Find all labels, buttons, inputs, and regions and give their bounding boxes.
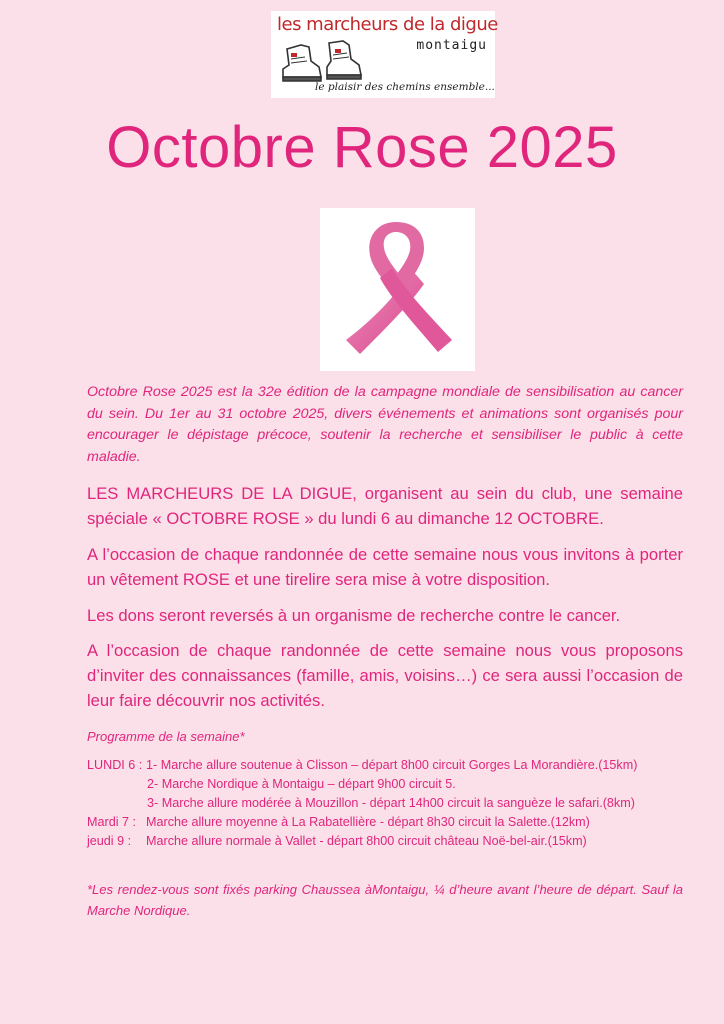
meeting-note: *Les rendez-vous sont fixés parking Chaussea àMontaigu, ¼ d’heure avant l’heure de départ. Sauf la Marche Nordique.	[87, 882, 683, 918]
logo-title: les marcheurs de la digue	[277, 14, 498, 35]
club-week-paragraph: LES MARCHEURS DE LA DIGUE, organisent au sein du club, une semaine spéciale « OCTOBRE ROSE » du lundi 6 au dimanche 12 OCTOBRE.	[87, 484, 683, 528]
page-title: Octobre Rose 2025	[106, 115, 618, 180]
programme-day: Mardi 7 :	[87, 815, 136, 829]
programme-row	[87, 756, 687, 775]
programme-text: 3- Marche allure modérée à Mouzillon - départ 14h00 circuit la sanguèze le safari.(8km)	[147, 796, 635, 810]
hiking-boots-icon	[279, 39, 369, 85]
programme-text: 1- Marche allure soutenue à Clisson – départ 8h00 circuit Gorges La Morandière.(15km)	[146, 758, 638, 772]
logo-subtitle: montaigu	[416, 38, 487, 53]
programme-text: Marche allure normale à Vallet - départ 8h00 circuit château Noë-bel-air.(15km)	[146, 834, 587, 848]
programme-day: LUNDI 6 :	[87, 758, 143, 772]
programme-title: Programme de la semaine*	[87, 729, 245, 744]
club-logo	[271, 11, 498, 98]
guests-paragraph: A l’occasion de chaque randonnée de cette semaine nous vous proposons d’inviter des connaissances (famille, amis, voisins…) ce sera aussi l’occasion de leur faire découvrir nos activités.	[87, 641, 683, 710]
programme-list	[87, 756, 687, 851]
donations-paragraph: Les dons seront reversés à un organisme de recherche contre le cancer.	[87, 606, 621, 625]
programme-row	[87, 794, 687, 813]
programme-row	[87, 832, 687, 851]
programme-row	[87, 775, 687, 794]
programme-row	[87, 813, 687, 832]
logo-tagline: le plaisir des chemins ensemble...	[315, 81, 495, 93]
programme-day: jeudi 9 :	[87, 834, 132, 848]
pink-ribbon-icon	[320, 208, 475, 371]
programme-text: 2- Marche Nordique à Montaigu – départ 9h00 circuit 5.	[147, 777, 456, 791]
intro-paragraph: Octobre Rose 2025 est la 32e édition de la campagne mondiale de sensibilisation au cancer du sein. Du 1er au 31 octobre 2025, divers événements et animations sont organisés pour encourager le dépistage précoce, soutenir la recherche et sensibiliser le public à cette maladie.	[87, 384, 683, 465]
invitation-paragraph: A l’occasion de chaque randonnée de cette semaine nous vous invitons à porter un vêtement ROSE et une tirelire sera mise à votre disposition.	[87, 545, 683, 589]
ribbon-image	[320, 208, 475, 371]
programme-text: Marche allure moyenne à La Rabatellière - départ 8h30 circuit la Salette.(12km)	[146, 815, 590, 829]
